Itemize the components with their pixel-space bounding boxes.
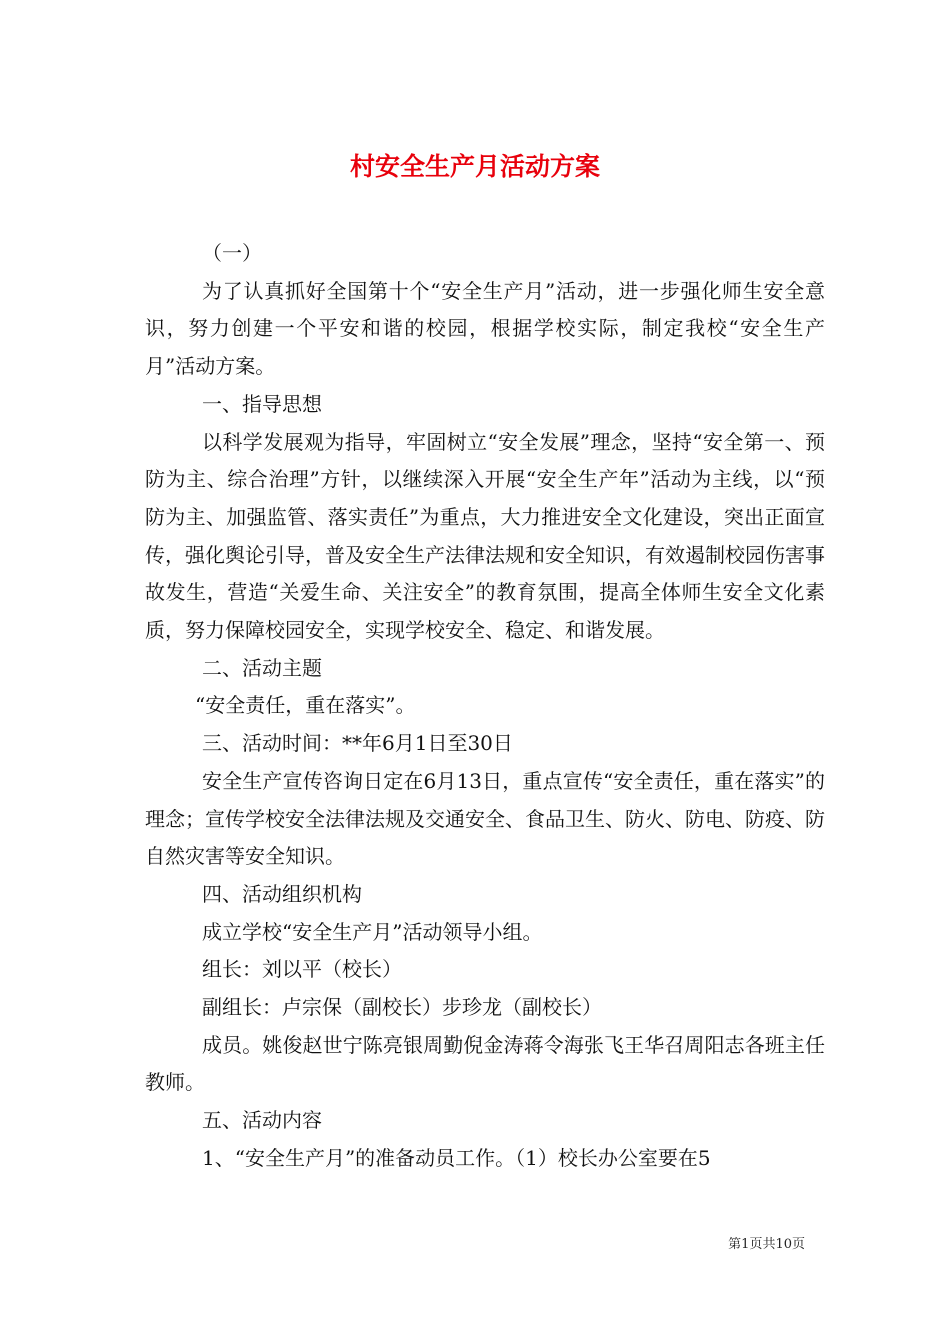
paragraph-guiding-ideology: 以科学发展观为指导，牢固树立“安全发展”理念，坚持“安全第一、预防为主、综合治理”方针，以继续深入开展“安全生产年”活动为主线，以“预防为主、加强监管、落实责任”为重点，大力推进安全文化建设，突出正面宣传，强化舆论引导，普及安全生产法律法规和安全知识，有效遏制校园伤害事故发生，营造“关爱生命、关注安全”的教育氛围，提高全体师生安全文化素质，努力保障校园安全，实现学校安全、稳定、和谐发展。 (145, 429, 825, 643)
page-number: 第1页共10页 (728, 1237, 805, 1252)
heading-activity-time: 三、活动时间：**年6月1日至30日 (202, 731, 513, 756)
paragraph-section-marker: （一） (202, 241, 262, 265)
paragraph-activity-time: 安全生产宣传咨询日定在6月13日，重点宣传“安全责任，重在落实”的理念；宣传学校安全法律法规及交通安全、食品卫生、防火、防电、防疫、防自然灾害等安全知识。 (145, 768, 825, 869)
heading-activity-theme: 二、活动主题 (202, 655, 322, 680)
paragraph-deputy-leaders: 副组长：卢宗保（副校长）步珍龙（副校长） (202, 995, 602, 1020)
page-title: 村安全生产月活动方案 (349, 151, 600, 181)
paragraph-activity-content-1: 1、“安全生产月”的准备动员工作。（1）校长办公室要在5 (202, 1145, 711, 1170)
heading-activity-content: 五、活动内容 (202, 1108, 322, 1133)
paragraph-members: 成员。姚俊赵世宁陈亮银周勤倪金涛蒋令海张飞王华召周阳志各班主任教师。 (145, 1032, 825, 1095)
heading-organization: 四、活动组织机构 (202, 881, 362, 906)
document-body (145, 235, 825, 1178)
paragraph-intro: 为了认真抓好全国第十个“安全生产月”活动，进一步强化师生安全意识，努力创建一个平安和谐的校园，根据学校实际，制定我校“安全生产月”活动方案。 (145, 278, 825, 379)
paragraph-activity-theme: “安全责任，重在落实”。 (195, 693, 416, 718)
heading-guiding-ideology: 一、指导思想 (202, 391, 322, 416)
paragraph-organization: 成立学校“安全生产月”活动领导小组。 (202, 919, 543, 944)
paragraph-team-leader: 组长：刘以平（校长） (202, 957, 402, 982)
